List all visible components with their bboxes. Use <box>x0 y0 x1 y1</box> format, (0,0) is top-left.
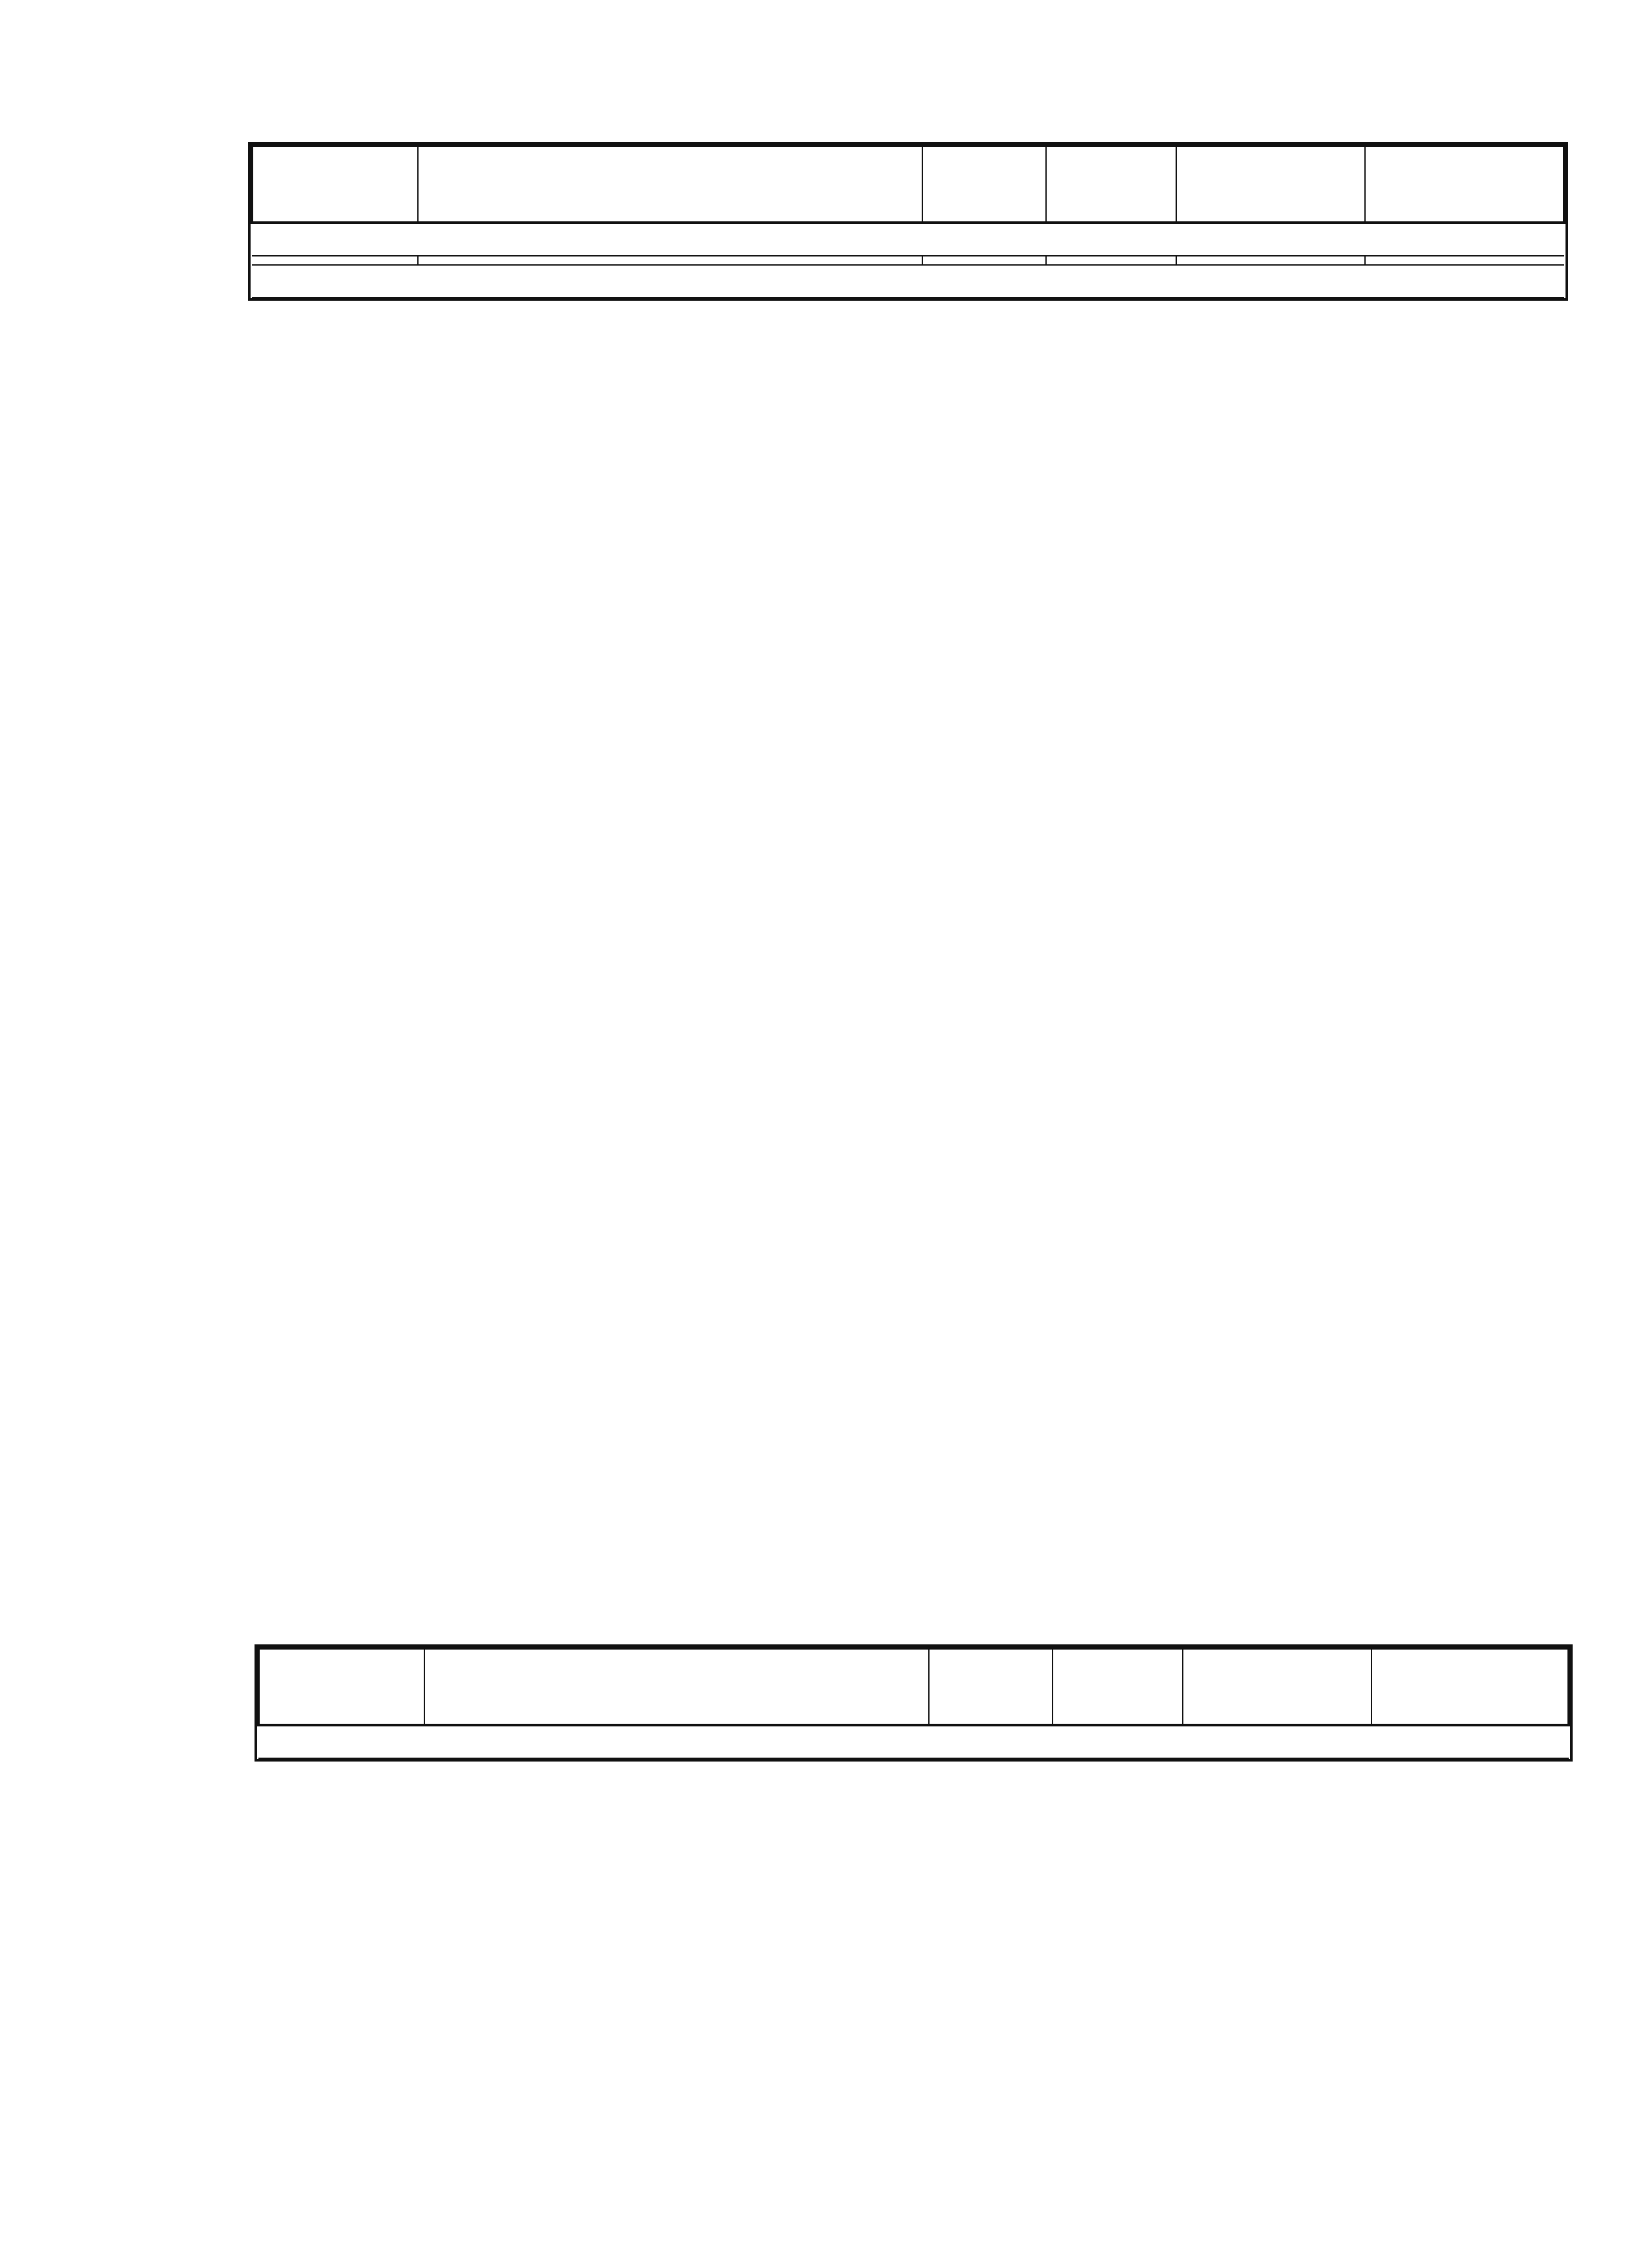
row-value-1 <box>1176 256 1365 265</box>
row-code <box>252 256 418 265</box>
header-code <box>258 1648 424 1725</box>
header-name <box>418 146 922 223</box>
table-1-body <box>252 256 1564 265</box>
table-header <box>252 146 1564 223</box>
cost-band <box>252 265 1564 297</box>
header-price <box>1053 1648 1183 1725</box>
header-code <box>252 146 418 223</box>
header-unit <box>922 146 1046 223</box>
row-name <box>418 256 922 265</box>
header-name <box>424 1648 929 1725</box>
table-header <box>258 1648 1569 1725</box>
resource-table-2 <box>257 1647 1570 1759</box>
row-unit <box>922 256 1046 265</box>
header-col-1 <box>1176 146 1365 223</box>
norm-band <box>252 223 1564 256</box>
resource-table-1 <box>251 145 1565 298</box>
norm-band-label <box>252 223 1564 256</box>
header-unit <box>929 1648 1053 1725</box>
norm-band-label <box>258 1725 1569 1758</box>
norm-band <box>258 1725 1569 1758</box>
row-price <box>1046 256 1176 265</box>
header-col-2 <box>1365 146 1564 223</box>
header-col-2 <box>1372 1648 1569 1725</box>
header-price <box>1046 146 1176 223</box>
table-row <box>252 256 1564 265</box>
header-col-1 <box>1183 1648 1372 1725</box>
row-value-2 <box>1365 256 1564 265</box>
cost-band-label <box>252 265 1564 297</box>
